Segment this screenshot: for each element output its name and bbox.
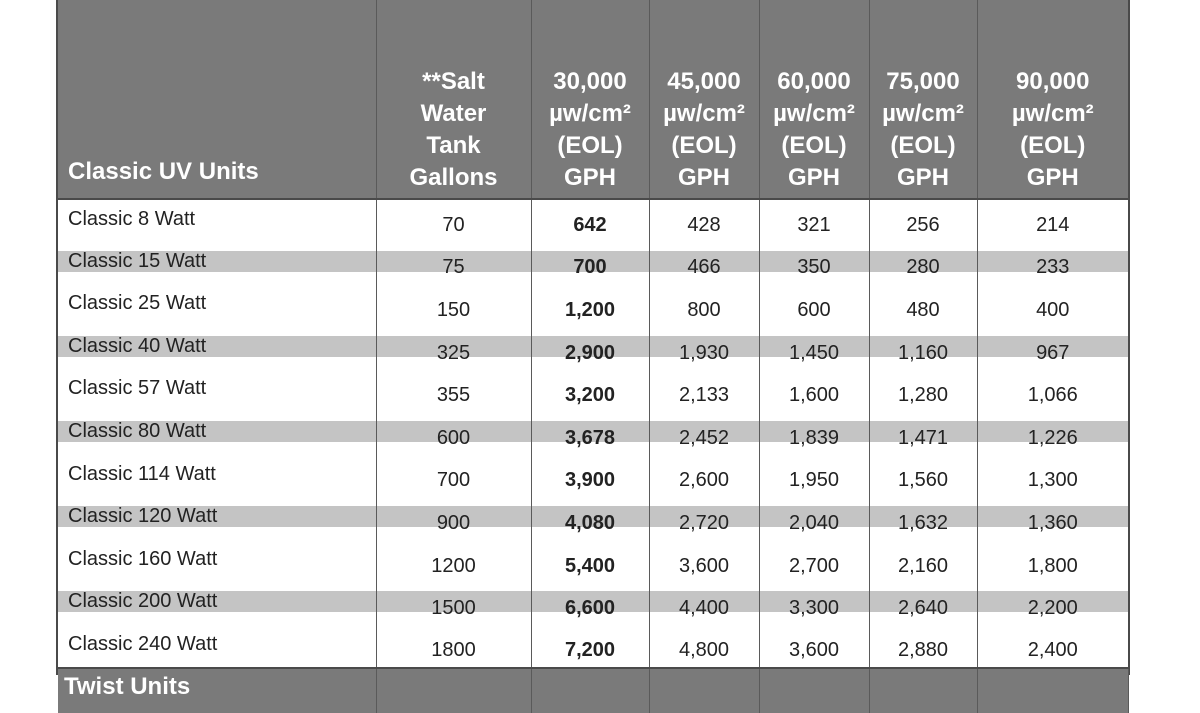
- header-line: (EOL): [1020, 132, 1086, 159]
- table-row: [58, 540, 1128, 583]
- column-header-6: [977, 0, 1128, 199]
- value-cell-v45: 3,600: [649, 540, 759, 583]
- value-cell-v60: 321: [759, 199, 869, 242]
- value-cell-v60: 1,839: [759, 412, 869, 455]
- header-line: GPH: [1026, 164, 1079, 191]
- value-cell-v60: 2,700: [759, 540, 869, 583]
- value-cell-v90: 400: [1036, 298, 1070, 321]
- value-cell-v30: 3,900: [531, 455, 649, 498]
- value-cell-v90: 214: [1036, 214, 1070, 237]
- value-cell-v45: 4,400: [649, 582, 759, 625]
- value-cell-v90: 233: [977, 242, 1128, 285]
- value-cell-v45: 466: [649, 242, 759, 285]
- table-row: [58, 455, 1128, 498]
- header-line: µw/cm²: [663, 100, 745, 127]
- value-cell-v45: 800: [649, 284, 759, 327]
- value-cell-gallons: 355: [376, 369, 531, 412]
- unit-name-cell: Classic 240 Watt: [58, 625, 376, 668]
- value-cell-v60: 600: [759, 284, 869, 327]
- section-header-cell: [531, 668, 649, 713]
- header-line: 45,000: [667, 68, 741, 95]
- table-row: [58, 497, 1128, 540]
- header-line: Tank: [426, 132, 481, 159]
- value-cell-v90: 967: [977, 327, 1128, 370]
- uv-units-table-container: [56, 0, 1130, 700]
- column-header-3: [649, 0, 759, 199]
- table-row: [58, 242, 1128, 285]
- unit-name-cell: Classic 120 Watt: [58, 497, 376, 540]
- unit-name-cell: Classic 80 Watt: [58, 412, 376, 455]
- value-cell-v75: 2,880: [869, 625, 977, 668]
- value-cell-v75: 1,632: [869, 497, 977, 540]
- value-cell-v75: 256: [869, 199, 977, 242]
- value-cell-v75: 1,560: [869, 455, 977, 498]
- value-cell-v45: 2,600: [649, 455, 759, 498]
- value-cell-v60: 350: [759, 242, 869, 285]
- value-cell-v75: 1,160: [869, 327, 977, 370]
- section-header-cell: [649, 668, 759, 713]
- unit-name-cell: Classic 200 Watt: [58, 582, 376, 625]
- column-header-2: [531, 0, 649, 199]
- unit-name-cell: Classic 160 Watt: [58, 540, 376, 583]
- header-line: Classic UV Units: [68, 158, 259, 185]
- header-line: GPH: [787, 164, 840, 191]
- value-cell-v45: 2,133: [649, 369, 759, 412]
- table-row: [58, 284, 1128, 327]
- unit-name-cell: Classic 25 Watt: [58, 284, 376, 327]
- value-cell-v45: 1,930: [649, 327, 759, 370]
- header-line: **Salt: [422, 68, 485, 95]
- value-cell-v45: 2,720: [649, 497, 759, 540]
- unit-name-cell: Classic 40 Watt: [58, 327, 376, 370]
- value-cell-gallons: 1200: [376, 540, 531, 583]
- value-cell-v30: 2,900: [531, 327, 649, 370]
- header-line: 75,000: [886, 68, 960, 95]
- unit-name-cell: Classic 57 Watt: [58, 369, 376, 412]
- header-line: (EOL): [781, 132, 847, 159]
- value-cell-gallons: 75: [376, 242, 531, 285]
- value-cell-v30: 4,080: [531, 497, 649, 540]
- value-cell-gallons: 700: [376, 455, 531, 498]
- unit-name-cell: Classic 15 Watt: [58, 242, 376, 285]
- header-line: GPH: [896, 164, 949, 191]
- table-row: [58, 199, 1128, 242]
- column-header-4: [759, 0, 869, 199]
- table-row: [58, 369, 1128, 412]
- value-cell-v30: 3,200: [531, 369, 649, 412]
- value-cell-v30: 1,200: [531, 284, 649, 327]
- value-cell-v30: 642: [531, 199, 649, 242]
- header-line: µw/cm²: [1011, 100, 1094, 127]
- column-header-1: [376, 0, 531, 199]
- value-cell-v60: 1,600: [759, 369, 869, 412]
- value-cell-v30: 3,678: [531, 412, 649, 455]
- section-header-cell: [869, 668, 977, 713]
- value-cell-gallons: 1800: [376, 625, 531, 668]
- table-body: [58, 199, 1128, 713]
- section-header-cell: [759, 668, 869, 713]
- section-header-cell: [977, 668, 1128, 713]
- value-cell-v75: 2,160: [869, 540, 977, 583]
- header-line: GPH: [563, 164, 616, 191]
- value-cell-v45: 4,800: [649, 625, 759, 668]
- value-cell-v60: 3,300: [759, 582, 869, 625]
- value-cell-v90: 1,360: [977, 497, 1128, 540]
- value-cell-gallons: 325: [376, 327, 531, 370]
- value-cell-v60: 2,040: [759, 497, 869, 540]
- value-cell-v75: 480: [869, 284, 977, 327]
- table-row: [58, 327, 1128, 370]
- unit-name-cell: Classic 114 Watt: [58, 455, 376, 498]
- value-cell-v30: 7,200: [531, 625, 649, 668]
- value-cell-gallons: 1500: [376, 582, 531, 625]
- value-cell-v75: 1,471: [869, 412, 977, 455]
- header-line: 60,000: [777, 68, 851, 95]
- table-row: [58, 582, 1128, 625]
- table-header-row: [58, 0, 1128, 199]
- header-line: (EOL): [890, 132, 956, 159]
- value-cell-v90: 1,226: [977, 412, 1128, 455]
- value-cell-v90: 2,400: [1027, 639, 1078, 662]
- section-header-label: Twist Units: [58, 668, 376, 713]
- value-cell-v75: 280: [869, 242, 977, 285]
- value-cell-v60: 1,450: [759, 327, 869, 370]
- value-cell-v75: 1,280: [869, 369, 977, 412]
- value-cell-gallons: 150: [376, 284, 531, 327]
- column-header-5: [869, 0, 977, 199]
- value-cell-gallons: 70: [376, 199, 531, 242]
- unit-name-cell: Classic 8 Watt: [58, 199, 376, 242]
- value-cell-v45: 2,452: [649, 412, 759, 455]
- header-line: 90,000: [1016, 68, 1090, 95]
- section-header-cell: [376, 668, 531, 713]
- header-line: µw/cm²: [549, 100, 631, 127]
- value-cell-gallons: 900: [376, 497, 531, 540]
- value-cell-v90: 1,066: [1027, 384, 1078, 407]
- value-cell-v60: 1,950: [759, 455, 869, 498]
- value-cell-v90: 2,200: [977, 582, 1128, 625]
- value-cell-v30: 700: [531, 242, 649, 285]
- column-header-units: [58, 0, 376, 199]
- uv-units-table: [58, 0, 1129, 713]
- value-cell-v60: 3,600: [759, 625, 869, 668]
- header-line: 30,000: [553, 68, 627, 95]
- header-line: Water: [420, 100, 487, 127]
- header-line: GPH: [677, 164, 730, 191]
- value-cell-v30: 5,400: [531, 540, 649, 583]
- table-row: [58, 625, 1128, 668]
- header-line: (EOL): [557, 132, 623, 159]
- header-line: µw/cm²: [773, 100, 855, 127]
- table-row: [58, 412, 1128, 455]
- header-line: µw/cm²: [882, 100, 964, 127]
- section-header-row: [58, 668, 1128, 713]
- value-cell-v30: 6,600: [531, 582, 649, 625]
- value-cell-v90: 1,800: [1027, 554, 1078, 577]
- header-line: (EOL): [671, 132, 737, 159]
- value-cell-v90: 1,300: [1027, 469, 1078, 492]
- value-cell-gallons: 600: [376, 412, 531, 455]
- value-cell-v45: 428: [649, 199, 759, 242]
- header-line: Gallons: [409, 164, 498, 191]
- value-cell-v75: 2,640: [869, 582, 977, 625]
